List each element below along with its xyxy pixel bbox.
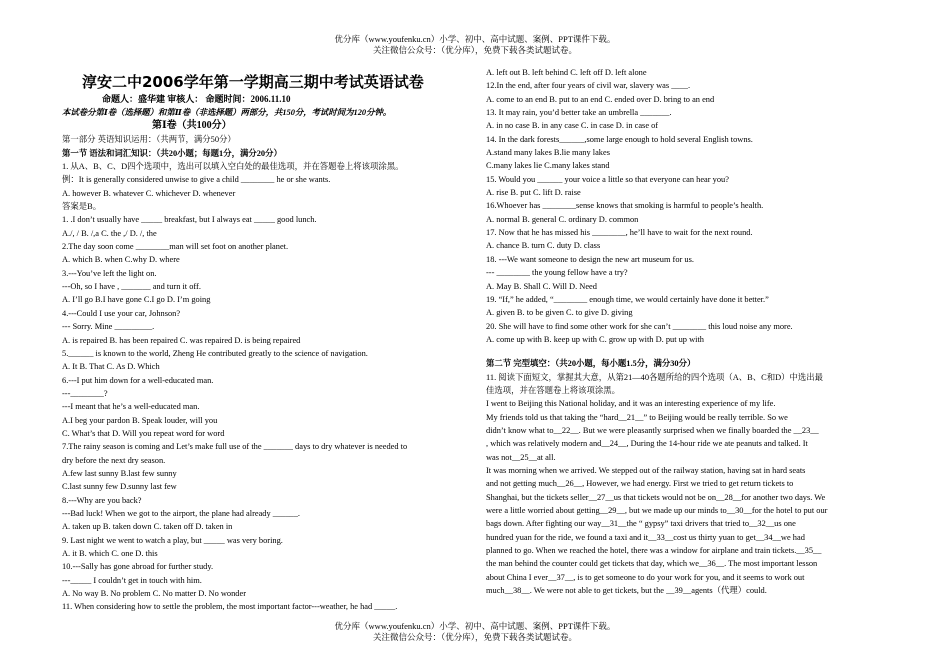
question-line: 14. In the dark forests______,some large enough to hold several English towns.	[486, 134, 753, 144]
question-line: 12.In the end, after four years of civil war, slavery was ____.	[486, 81, 691, 91]
question-line: 4.---Could I use your car, Johnson?	[62, 308, 181, 318]
header-banner	[0, 34, 950, 56]
question-line: 3.---You’ve left the light on.	[62, 268, 157, 278]
question-line: 10.---Sally has gone abroad for further study.	[62, 562, 214, 572]
question-line: A.stand many lakes B.lie many lakes	[486, 148, 610, 158]
question-line: ---Bad luck! When we got to the airport, the plane had already ______.	[62, 508, 300, 518]
question-line: 18. ---We want someone to design the new art museum for us.	[486, 254, 694, 264]
passage-line: was not__25__at all.	[486, 452, 556, 462]
question-line: 13. It may rain, you’d better take an umbrella _______.	[486, 108, 672, 118]
passage-line: much__38__. We were not able to get tickets, but the __39__agents（代理）could.	[486, 586, 767, 596]
question-line: 11. When considering how to settle the problem, the most important factor---weather, he had _____.	[62, 602, 398, 612]
passage-line: and not getting much__26__, However, we had energy. First we tried to get return tickets to	[486, 479, 794, 489]
question-line: 16.Whoever has ________sense knows that smoking is harmful to people’s health.	[486, 201, 764, 211]
left-question-lines	[62, 133, 474, 613]
question-line: A. No way B. No problem C. No matter D. No wonder	[62, 589, 246, 599]
question-line: A. in no case B. in any case C. in case D. in case of	[486, 121, 659, 131]
question-line: 答案是B。	[62, 202, 102, 212]
footer-banner	[0, 621, 950, 643]
question-line: 17. Now that he has missed his ________, he’ll have to wait for the next round.	[486, 228, 753, 238]
question-line: A. rise B. put C. lift D. raise	[486, 188, 581, 198]
left-column	[62, 66, 474, 614]
question-line: A. normal B. general C. ordinary D. common	[486, 214, 639, 224]
section2-instruction-2: 佳选项，并在答题卷上将该项涂黑。	[486, 385, 620, 395]
question-line: 6.---I put him down for a well-educated man.	[62, 375, 214, 385]
question-line: 7.The rainy season is coming and Let’s make full use of the _______ days to dry whatever is needed to	[62, 442, 408, 452]
question-line: A. come to an end B. put to an end C. ended over D. bring to an end	[486, 94, 715, 104]
question-line: A. taken up B. taken down C. taken off D. taken in	[62, 522, 233, 532]
banner-line-2: 关注微信公众号：（优分库），免费下载各类试题试卷。	[372, 45, 577, 55]
question-line: A. which B. when C.why D. where	[62, 255, 180, 265]
passage-line: hundred yuan for the ride, we found a taxi and it__33__cost us thirty yuan to get__34__we had	[486, 532, 805, 542]
question-line: A.I beg your pardon B. Speak louder, will you	[62, 415, 218, 425]
passage-line: about China I ever__37__, is to get someone to do your work for you, and it seems to work out	[486, 572, 805, 582]
section2-heading: 第二节 完型填空：（共20小题，每小题1.5分，满分30分）	[486, 359, 696, 369]
question-line: A./, / B. /,a C. the ,/ D. /, the	[62, 228, 157, 238]
exam-authors: 命题人：盛华建 审核人： 命题时间：2006.11.10	[102, 94, 291, 104]
question-line: --- Sorry. Mine _________.	[62, 322, 155, 332]
question-line: 第一部分 英语知识运用：（共两节，满分50分）	[62, 135, 236, 145]
passage-line: My friends told us that taking the “hard__21__” to Beijing would be really terrible. So we	[486, 412, 788, 422]
question-line: C.many lakes lie C.many lakes stand	[486, 161, 610, 171]
right-question-lines	[486, 66, 900, 346]
passage-line: planned to go. When we reached the hotel, there was a window for airplane and train tickets.__35__	[486, 546, 822, 556]
exam-title: 淳安二中2006学年第一学期高三期中考试英语试卷	[82, 73, 424, 91]
question-line: ---________?	[62, 388, 108, 398]
question-line: 15. Would you ______ your voice a little so that everyone can hear you?	[486, 174, 729, 184]
passage-line: It was morning when we arrived. We stepped out of the railway station, having sat in hard seats	[486, 465, 806, 475]
question-line: C. What’s that D. Will you repeat word for word	[62, 428, 225, 438]
question-line: 1. 从A、B、C、D四个选项中，选出可以填入空白处的最佳选项，并在答题卷上将该项涂黑。	[62, 162, 404, 172]
question-line: A. left out B. left behind C. left off D. left alone	[486, 68, 647, 77]
question-line: ---Oh, so I have , _______ and turn it off.	[62, 282, 201, 292]
question-line: A. it B. which C. one D. this	[62, 549, 158, 558]
footer-line-2: 关注微信公众号：（优分库），免费下载各类试题试卷。	[372, 632, 577, 642]
question-line: 19. “If,” he added, “________ enough time, we would certainly have done it better.”	[486, 294, 769, 304]
question-line: A. however B. whatever C. whichever D. whenever	[62, 188, 236, 198]
question-line: A. is repaired B. has been repaired C. was repaired D. is being repaired	[62, 335, 301, 345]
passage-line: I went to Beijing this National holiday, and it was an interesting experience of my life.	[486, 399, 776, 409]
passage-line: , which was relatively modern and__24__, During the 14-hour ride we ate peanuts and talked. It	[486, 439, 808, 449]
exam-description: 本试卷分第Ⅰ卷（选择题）和第Ⅱ卷（非选择题）两部分，共150分，考试时间为120分钟。	[62, 108, 392, 117]
passage-line: bags down. After fighting our way__31__the “ gypsy” taxi drivers that tried to__32__us one	[486, 519, 796, 529]
question-line: C.last sunny few D.sunny last few	[62, 482, 177, 492]
question-line: 8.---Why are you back?	[62, 495, 142, 505]
section2-instruction-1: 11. 阅读下面短文，掌握其大意，从第21—40各题所给的四个选项（A、B、C和D）中选出最	[486, 372, 824, 382]
question-line: dry before the next dry season.	[62, 455, 166, 465]
question-line: --- ________ the young fellow have a try?	[486, 268, 628, 278]
question-line: A. chance B. turn C. duty D. class	[486, 241, 601, 251]
right-column	[486, 66, 900, 597]
question-line: 第一节 语法和词汇知识：（共20小题；每题1分，满分20分）	[62, 148, 282, 158]
passage-line: were a little worried about getting__29__, but we made up our minds to__30__for the hotel to put our	[486, 506, 828, 515]
banner-line-1: 优分库（www.youfenku.cn）小学、初中、高中试题、案例、PPT课件下载。	[334, 34, 616, 44]
cloze-passage	[486, 397, 900, 597]
question-line: A.few last sunny B.last few sunny	[62, 468, 177, 478]
volume-title: 第Ⅰ卷（共100分）	[152, 120, 232, 132]
passage-line: the man behind the counter could get tickets that day, which we__36__. The most important lesson	[486, 559, 818, 569]
question-line: 20. She will have to find some other work for she can’t ________ this loud noise any more.	[486, 321, 793, 331]
passage-line: Shanghai, but the tickets seller__27__us that tickets would not be on__28__for another two days. We	[486, 492, 826, 502]
question-line: 例：It is generally considered unwise to give a child ________ he or she wants.	[62, 175, 331, 185]
question-line: ---_____ I couldn’t get in touch with him.	[62, 575, 202, 585]
footer-line-1: 优分库（www.youfenku.cn）小学、初中、高中试题、案例、PPT课件下载。	[334, 621, 616, 631]
question-line: 1. .I don’t usually have _____ breakfast, but I always eat _____ good lunch.	[62, 215, 317, 225]
question-line: 9. Last night we went to watch a play, but _____ was very boring.	[62, 535, 283, 545]
passage-line: didn’t know what to__22__. But we were pleasantly surprised when we finally boarded the __23__	[486, 425, 819, 435]
question-line: A. I’ll go B.I have gone C.I go D. I’m going	[62, 295, 211, 305]
question-line: A. given B. to be given C. to give D. giving	[486, 308, 633, 318]
question-line: A. come up with B. keep up with C. grow up with D. put up with	[486, 334, 704, 344]
question-line: ---I meant that he’s a well-educated man.	[62, 402, 200, 412]
question-line: 5.______ is known to the world, Zheng He contributed greatly to the science of navigation.	[62, 348, 368, 358]
question-line: A. May B. Shall C. Will D. Need	[486, 281, 597, 291]
question-line: 2.The day soon come ________man will set foot on another planet.	[62, 242, 289, 252]
question-line: A. It B. That C. As D. Which	[62, 362, 160, 372]
